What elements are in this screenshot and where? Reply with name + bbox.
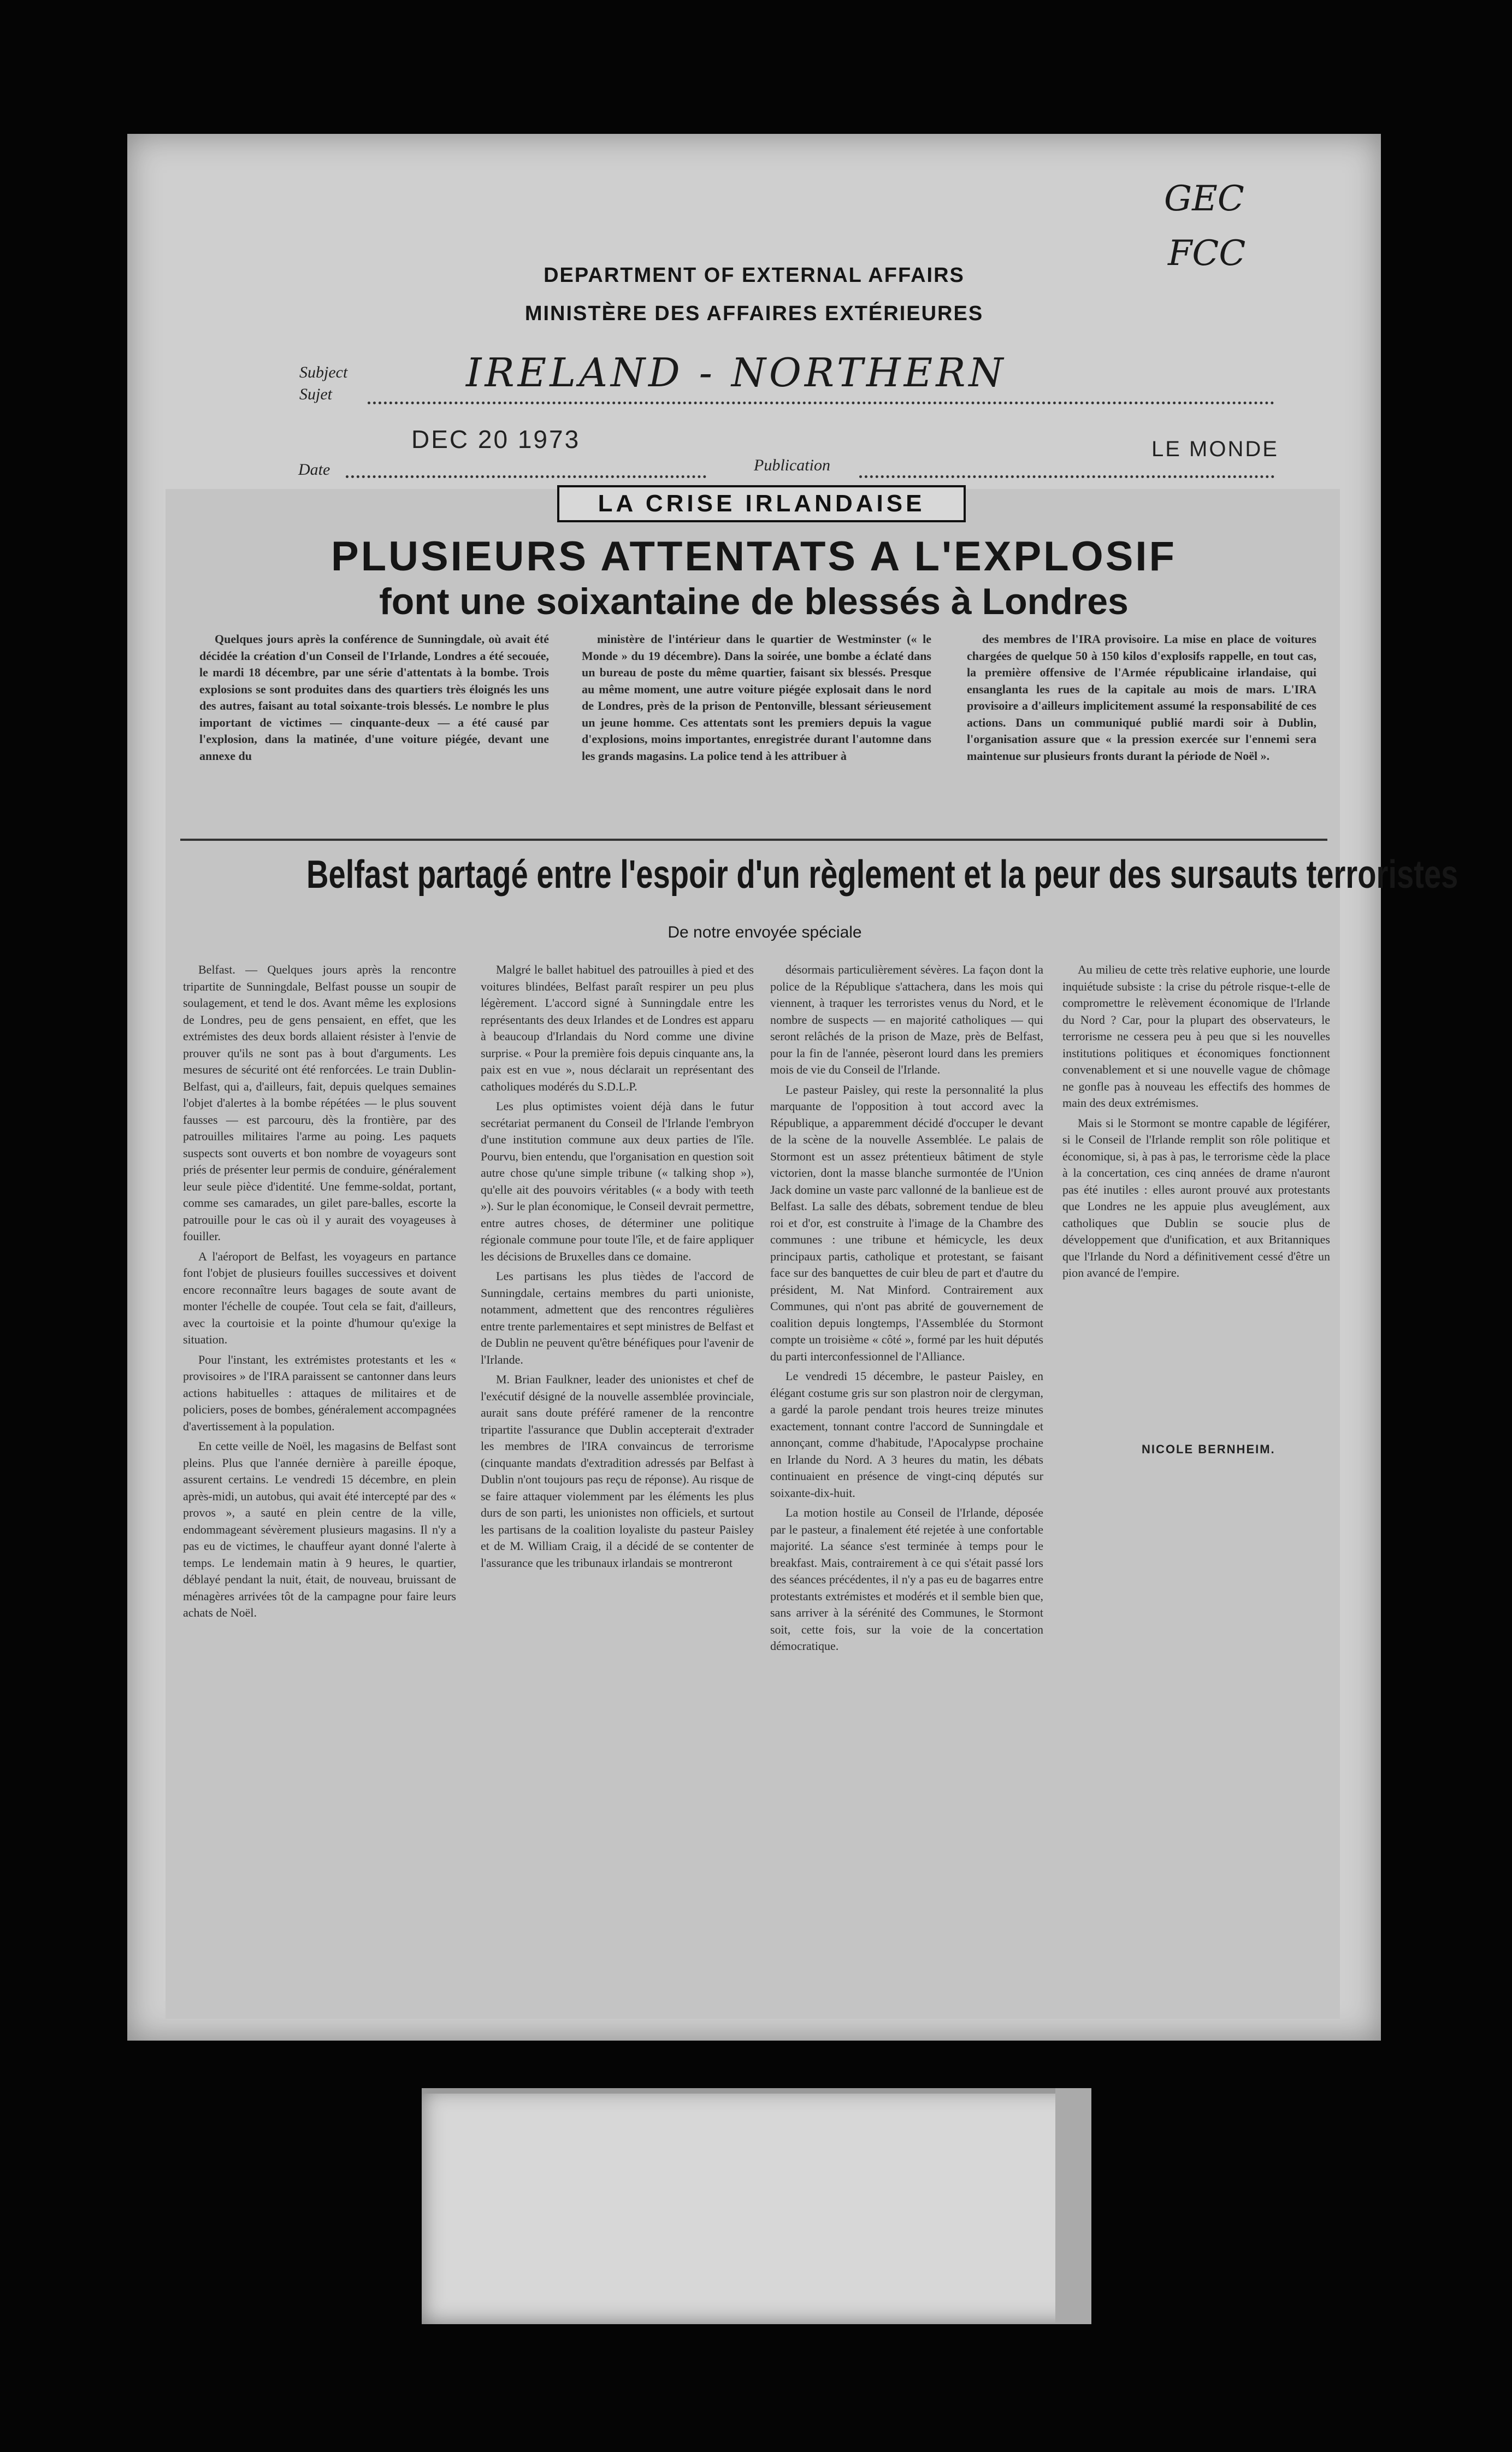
- publication-label: Publication: [754, 456, 830, 474]
- date-line: [346, 475, 706, 478]
- handwritten-initial-2: FCC: [1168, 233, 1246, 274]
- subject-line: [368, 402, 1274, 404]
- strip-top-edge: [422, 2088, 1091, 2094]
- publication-stamp: LE MONDE: [1151, 437, 1279, 461]
- article1-headline: PLUSIEURS ATTENTATS A L'EXPLOSIF: [331, 533, 1177, 580]
- letterhead-english: DEPARTMENT OF EXTERNAL AFFAIRS: [544, 264, 965, 287]
- handwritten-initial-1: GEC: [1164, 179, 1244, 219]
- article2-column-1: Belfast. — Quelques jours après la rencontre tripartite de Sunningdale, Belfast pousse un soupir de soulagement, et tend le dos. Avant même les explosions de Londres, peu de gens pensaient, en effet, que les extrémistes des deux bords allaient résister à l'envie de prouver qu'ils ne sont pas à bout d'arguments. Les mesures de sécurité ont été renforcées. Le train Dublin-Belfast, qui a, d'ailleurs, fait, depuis quelques semaines l'objet d'alertes à la bombe répétées — le plus souvent fausses — est parcouru, dès la frontière, par des patrouilles militaires l'arme au poing. Les paquets suspects sont ouverts et bon nombre de voyageurs sont priés de présenter leur permis de conduire, généralement leur seule pièce d'identité. Une femme-soldat, portant, comme ses camarades, un gilet pare-balles, escorte la patrouille pour le cas où il y aurait des voyageuses à fouiller. A l'aéroport de Belfast, les voyageurs en partance font l'objet de plusieurs fouilles successives et doivent encore reconnaître leurs bagages de soute avant de monter l'échelle de coupée. Tout cela se fait, d'ailleurs, avec la courtoisie et la pointe d'humour qu'exige la situation. Pour l'instant, les extrémistes protestants et les « provisoires » de l'IRA paraissent se cantonner dans leurs actions habituelles : attaques de militaires et de policiers, poses de bombes, généralement accompagnées d'avertissement à la population. En cette veille de Noël, les magasins de Belfast sont pleins. Plus que l'année dernière à pareille époque, assurent certains. Le vendredi 15 décembre, en plein après-midi, un autobus, qui avait été intercepté par des « provos », a sauté en plein centre de la ville, endommageant sévèrement plusieurs magasins. Il n'y a pas eu de victimes, le chauffeur ayant donné l'alerte à temps. Le lendemain matin à 9 heures, le quartier, déblayé pendant la nuit, était, de nouveau, bruissant de ménagères arrivées tôt de la campagne pour faire leurs achats de Noël.: [183, 963, 456, 1619]
- section-rule: [180, 839, 1327, 841]
- article2-headline: Belfast partagé entre l'espoir d'un règlement et la peur des sursauts terroristes: [306, 853, 1458, 897]
- letterhead-french: MINISTÈRE DES AFFAIRES EXTÉRIEURES: [524, 302, 984, 325]
- article1-column-1: Quelques jours après la conférence de Sunningdale, où avait été décidée la création d'un Conseil de l'Irlande, Londres a été secouée, le mardi 18 décembre, par une série d'attentats à la bombe. Trois explosions se sont produites dans des quartiers très éloignés les uns des autres, faisant au total soixante-trois blessés. Le nombre le plus important de victimes — cinquante-deux — a été causé par l'explosion, dans la matinée, d'une voiture piégée, devant une annexe du: [199, 632, 549, 763]
- sujet-label: Sujet: [299, 385, 332, 403]
- subject-label: Subject: [299, 363, 348, 381]
- subject-handwritten: IRELAND - NORTHERN: [466, 350, 1007, 396]
- date-label: Date: [298, 461, 330, 479]
- date-stamp: DEC 20 1973: [411, 425, 581, 453]
- article1-subheadline: font une soixantaine de blessés à Londres: [379, 581, 1129, 622]
- article1-kicker: LA CRISE IRLANDAISE: [557, 485, 966, 522]
- strip-right-edge: [1055, 2088, 1091, 2324]
- article2-byline: De notre envoyée spéciale: [668, 923, 862, 941]
- article2-signature: NICOLE BERNHEIM.: [1142, 1442, 1275, 1456]
- article1-column-2: ministère de l'intérieur dans le quartier de Westminster (« le Monde » du 19 décembre). Dans la soirée, une bombe a éclaté dans un bureau de poste du même quartier, faisant six blessés. Presque au même moment, une autre voiture piégée explosait dans le nord de Londres, près de la prison de Pentonville, blessant sérieusement un jeune homme. Ces attentats sont les premiers depuis la vague d'explosions, moins importantes, enregistrée durant l'automne dans les grands magasins. La police tend à les attribuer à: [582, 632, 931, 763]
- article2-column-2: Malgré le ballet habituel des patrouilles à pied et des voitures blindées, Belfast paraît respirer un peu plus légèrement. L'accord signé à Sunningdale entre les représentants des deux Irlandes et de Londres est apparu à beaucoup d'Irlandais du Nord comme une divine surprise. « Pour la première fois depuis cinquante ans, la paix est en vue », nous déclarait un représentant des catholiques modérés du S.D.L.P. Les plus optimistes voient déjà dans le futur secrétariat permanent du Conseil de l'Irlande l'embryon d'une institution commune aux deux parties de l'île. Pourvu, bien entendu, que l'organisation en question soit autre chose qu'une simple tribune (« talking shop »), qu'elle ait des pouvoirs véritables (« a body with teeth »). Sur le plan économique, le Conseil devrait permettre, entre autres choses, de déterminer une politique régionale commune pour toute l'île, et de faire appliquer les décisions de Bruxelles dans ce domaine. Les partisans les plus tièdes de l'accord de Sunningdale, certains membres du parti unioniste, notamment, admettent que des rencontres régulières entre trente parlementaires et sept ministres de Belfast et de Dublin ne peuvent qu'être bénéfiques pour l'avenir de l'Irlande. M. Brian Faulkner, leader des unionistes et chef de l'exécutif désigné de la nouvelle assemblée provinciale, aurait sans doute préféré ramener de la rencontre tripartite l'assurance que Dublin accepterait d'extrader les membres de l'IRA convaincus de terrorisme (cinquante mandats d'extradition adressés par Belfast à Dublin n'ont toujours pas reçu de réponse). Au risque de se faire attaquer violemment par les éléments les plus durs de son parti, les unionistes non officiels, et surtout les partisans de la coalition loyaliste du pasteur Paisley et de M. William Craig, il a décidé de se contenter de l'assurance que les tribunaux irlandais se montreront: [481, 963, 754, 1570]
- publication-line: [859, 475, 1274, 478]
- article2-column-4: Au milieu de cette très relative euphorie, une lourde inquiétude subsiste : la crise du pétrole risque-t-elle de compromettre le relèvement économique de l'Irlande du Nord ? Car, pour la plupart des observateurs, le terrorisme ne cessera peu à peu que si les nouvelles institutions politiques et économiques fonctionnent convenablement et si une nouvelle vague de chômage ne gonfle pas à nouveau les effectifs des hommes de main des deux extrémismes. Mais si le Stormont se montre capable de légiférer, si le Conseil de l'Irlande remplit son rôle politique et économique, si, à pas à pas, le terrorisme cède la place à la concertation, ces cinq années de drame n'auront pas été inutiles : elles auront prouvé aux protestants que Londres ne les appuie plus aveuglément, aux catholiques que Dublin se soucie plus de développement que d'unification, et aux Britanniques que l'Irlande du Nord a définitivement cessé d'être un pion avancé de l'empire.: [1062, 963, 1330, 1280]
- article2-column-3: désormais particulièrement sévères. La façon dont la police de la République s'attachera, dans les mois qui viennent, à traquer les terroristes venus du Nord, et le nombre de suspects — en majorité catholiques — qui seront relâchés de la prison de Maze, près de Belfast, pour la fin de l'année, pèseront lourd dans les premiers mois de vie du Conseil de l'Irlande. Le pasteur Paisley, qui reste la personnalité la plus marquante de l'opposition à tout accord avec la République, a apparemment décidé d'occuper le devant de la scène de la nouvelle Assemblée. Le palais de Stormont est un assez prétentieux bâtiment de style victorien, dont la masse blanche surmontée de l'Union Jack domine un vaste parc vallonné de la banlieue est de Belfast. La salle des débats, sobrement tendue de bleu roi et d'or, est construite à l'image de la Chambre des communes : une tribune et hémicycle, les deux principaux partis, catholique et protestant, se faisant face sur des banquettes de cuir bleu de part et d'autre du président, M. Nat Minford. Contrairement aux Communes, qui n'ont pas abrité de gouvernement de coalition depuis longtemps, l'Assemblée du Stormont compte un troisième « côté », formé par les huit députés du parti interconfessionnel de l'Alliance. Le vendredi 15 décembre, le pasteur Paisley, en élégant costume gris sur son plastron noir de clergyman, a gardé la parole pendant trois heures treize minutes exactement, tonnant contre l'accord de Sunningdale et annonçant, comme d'habitude, l'Apocalypse prochaine en Irlande du Nord. A 3 heures du matin, les débats continuaient en présence de vingt-cinq députés sur soixante-dix-huit. La motion hostile au Conseil de l'Irlande, déposée par le pasteur, a finalement été rejetée à une confortable majorité. La séance s'est terminée à temps pour le breakfast. Mais, contrairement à ce qui s'était passé lors des séances précédentes, il n'y a pas eu de bagarres entre protestants extrémistes et modérés et il semble bien que, sans arriver à la sérénité des Communes, le Stormont soit, cette fois, sur la voie de la concertation démocratique.: [770, 963, 1043, 1653]
- article1-column-3: des membres de l'IRA provisoire. La mise en place de voitures chargées de quelque 50 à 150 kilos d'explosifs rappelle, en tout cas, la première offensive de l'Armée républicaine irlandaise, qui ensanglanta les rues de la capitale au mois de mars. L'IRA provisoire a d'ailleurs implicitement assumé la responsabilité de ces actions. Dans un communiqué publié mardi soir à Dublin, l'organisation assure que « la pression exercée sur l'ennemi sera maintenue sur plusieurs fronts durant la période de Noël ».: [967, 632, 1316, 763]
- bottom-clip-strip: [422, 2088, 1091, 2324]
